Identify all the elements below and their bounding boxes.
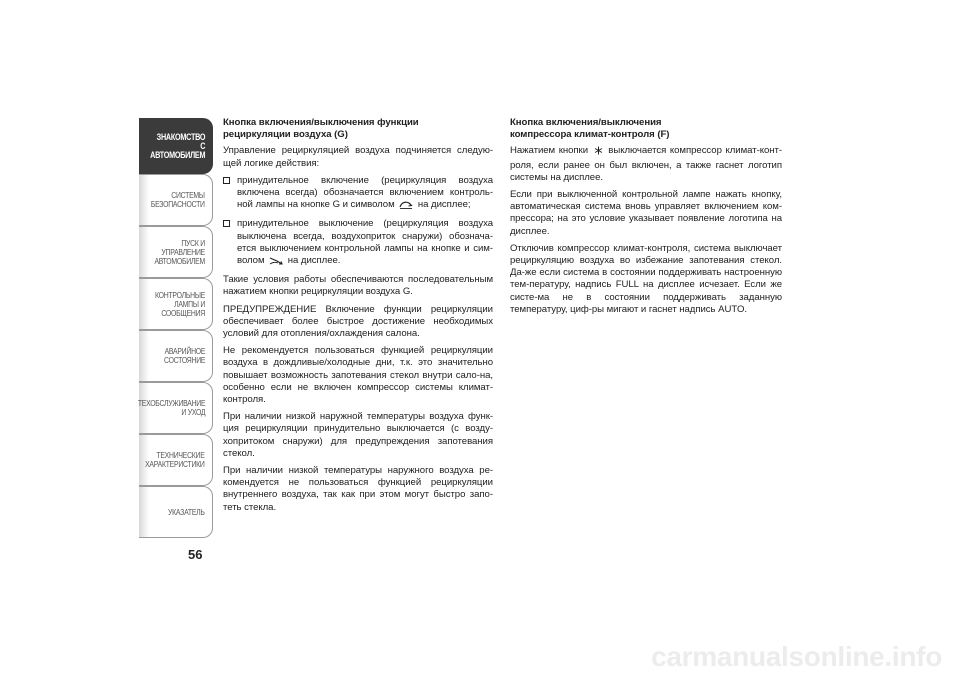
checkbox-bullet-icon [223, 177, 230, 184]
heading-line: рециркуляции воздуха (G) [223, 129, 348, 141]
tab-warning-lights[interactable] [139, 278, 213, 330]
paragraph: Отключив компрессор климат-контроля, система выключает рециркуляцию воздуха во избежание запотевания стекол. Да-же если система в состоянии поддерживать настроенную тем-пературу, надпись FULL на дисплее исчезает. Если же систе-ма не в состоянии поддерживать заданную температуру, циф-ры мигают и гаснет надпись AUTO. [510, 242, 782, 315]
paragraph-text: выключается компрессор климат-конт-роля, если ранее он был включен, а также гаснет логотип системы на дисплее. [510, 145, 782, 183]
tab-label: СИСТЕМЫ БЕЗОПАСНОСТИ [151, 190, 205, 209]
tab-label: ТЕХНИЧЕСКИЕ ХАРАКТЕРИСТИКИ [145, 450, 205, 469]
heading-line: Кнопка включения/выключения функции [223, 117, 419, 128]
bullet-text: принудительное включение (рециркуляция воздуха включена всегда) обозначается включением контроль-ной лампы на кнопке G и символом [237, 174, 493, 211]
heading-line: компрессора климат-контроля (F) [510, 129, 670, 141]
tab-label: УКАЗАТЕЛЬ [168, 506, 205, 517]
tab-starting-driving[interactable] [139, 226, 213, 278]
section-heading [223, 117, 493, 141]
right-column [510, 117, 782, 321]
recirculation-icon [399, 200, 413, 213]
section-heading [510, 117, 782, 141]
outside-air-icon [269, 256, 283, 269]
paragraph: Такие условия работы обеспечиваются последовательным нажатием кнопки рециркуляции воздуха G. [223, 274, 493, 298]
snowflake-icon [594, 146, 603, 159]
paragraph-text: Нажатием кнопки [510, 145, 589, 157]
tab-index[interactable] [139, 486, 213, 538]
list-item [223, 218, 493, 269]
tab-intro[interactable] [139, 118, 213, 174]
paragraph [510, 145, 782, 184]
paragraph: Не рекомендуется пользоваться функцией рециркуляции воздуха в дождливые/холодные дни, т.к. это значительно повышает возможность запотевания стекол внутри сало-на, особенно если не включен компрессор системы климат-контроля. [223, 345, 493, 406]
paragraph: При наличии низкой температуры наружного воздуха ре-комендуется не пользоваться функцией рециркуляции внутреннего воздуха, так как при этом могут быстро запо-теть стекла. [223, 465, 493, 513]
chapter-sidebar [139, 118, 213, 538]
left-column [223, 117, 493, 519]
watermark: carmanualsonline.info [651, 641, 942, 672]
tab-technical-specs[interactable] [139, 434, 213, 486]
list-item [223, 175, 493, 214]
heading-line: Кнопка включения/выключения [510, 117, 662, 128]
bullet-text: на дисплее. [287, 255, 341, 267]
intro-paragraph: Управление рециркуляцией воздуха подчиняется следую-щей логике действия: [223, 145, 493, 169]
tab-label: ЗНАКОМСТВО С АВТОМОБИЛЕМ [149, 131, 205, 160]
paragraph: ПРЕДУПРЕЖДЕНИЕ Включение функции рециркуляции обеспечивает более быстрое достижение необходимых условий для отопления/охлаждения салона. [223, 303, 493, 340]
checkbox-bullet-icon [223, 220, 230, 227]
paragraph: При наличии низкой наружной температуры воздуха функ-ция рециркуляции принудительно выключается (с возду-хопритоком снаружи) для предупреждения запотевания стекол. [223, 411, 493, 459]
tab-emergency[interactable] [139, 330, 213, 382]
page-number: 56 [188, 547, 203, 562]
tab-label: КОНТРОЛЬНЫЕ ЛАМПЫ И СООБЩЕНИЯ [154, 289, 205, 318]
paragraph: Если при выключенной контрольной лампе нажать кнопку, автоматическая система вновь управляет включением ком-прессора; на это условие указывает появление логотипа на дисплее. [510, 189, 782, 237]
tab-label: ПУСК И УПРАВЛЕНИЕ АВТОМОБИЛЕМ [154, 237, 205, 266]
bullet-text: на дисплее; [417, 199, 471, 211]
bullet-text: принудительное выключение (рециркуляция воздуха выключена всегда, воздухоприток снаружи) обознача-ется выключением контрольной лампы на кнопке и сим-волом [237, 218, 493, 267]
tab-maintenance[interactable] [139, 382, 213, 434]
tab-label: АВАРИЙНОЕ СОСТОЯНИЕ [163, 346, 205, 365]
tab-safety[interactable] [139, 174, 213, 226]
tab-label: ТЕХОБСЛУЖИВАНИЕ И УХОД [137, 398, 205, 417]
